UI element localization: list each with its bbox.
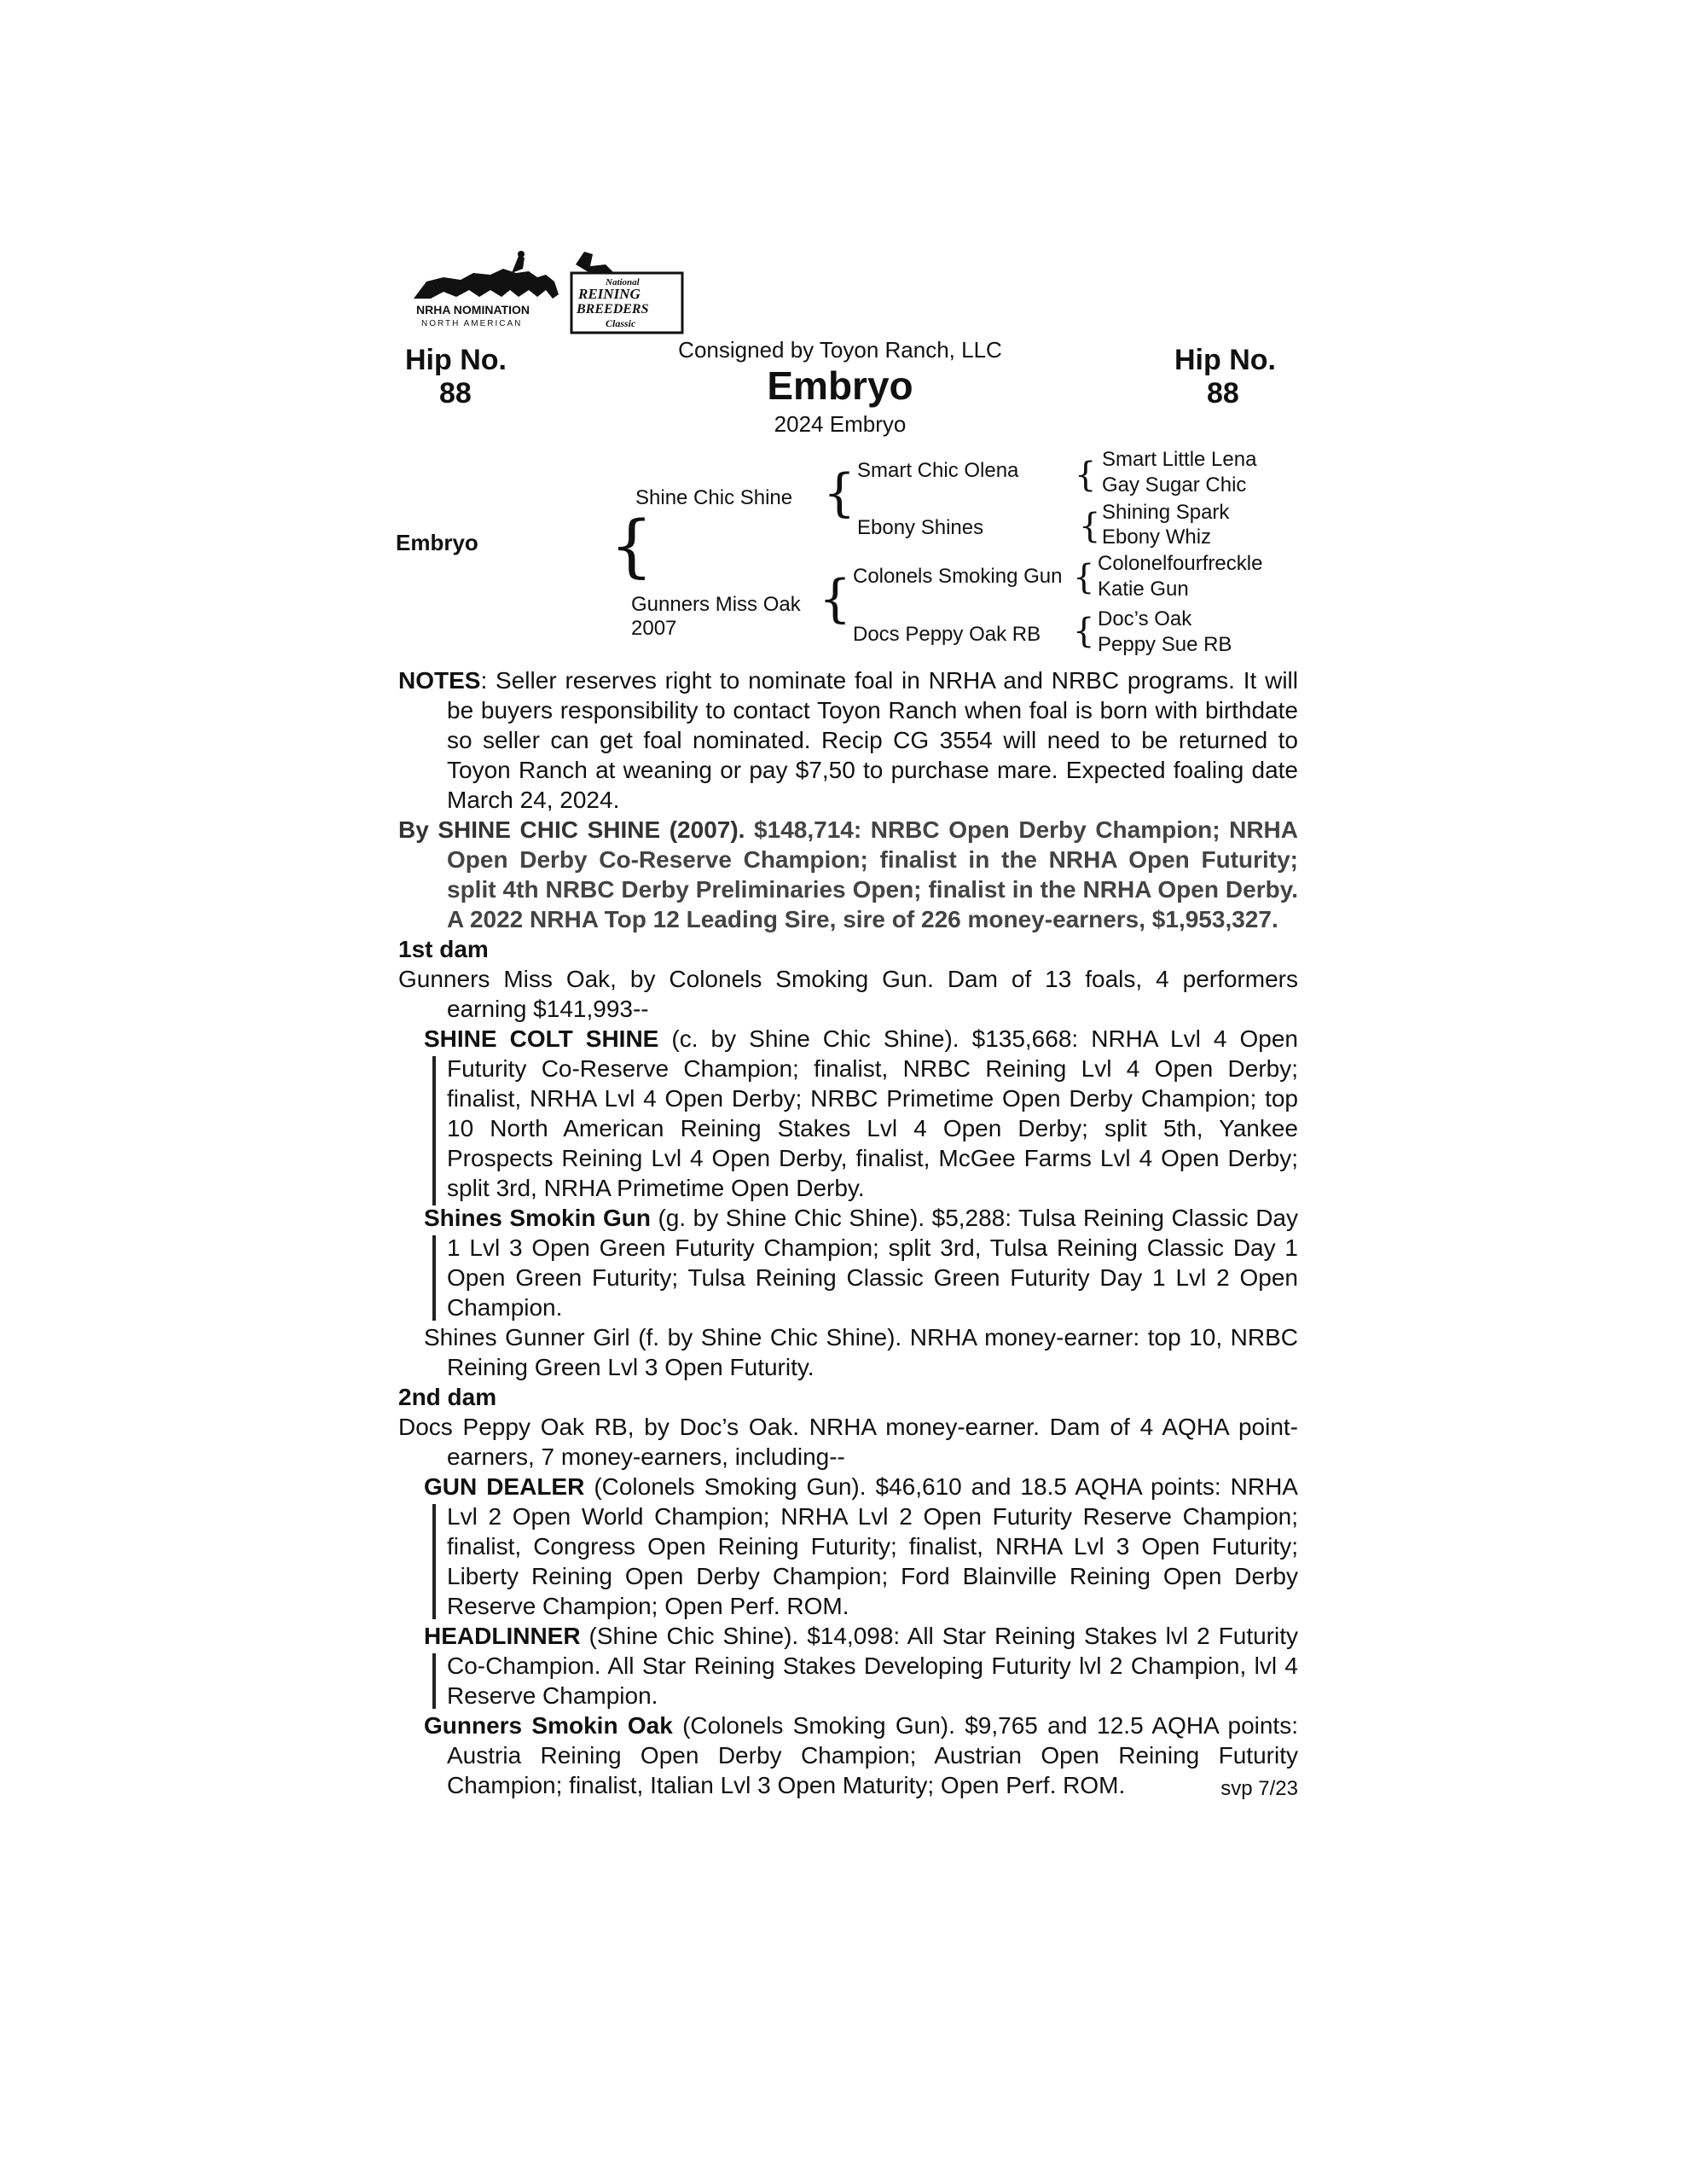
first-dam-heading: 1st dam bbox=[398, 936, 489, 962]
pedigree-dss: Colonelfourfreckle bbox=[1098, 552, 1263, 575]
hip-label-right: Hip No. bbox=[1174, 344, 1276, 376]
pedigree-dsd: Katie Gun bbox=[1098, 578, 1189, 601]
pedigree-subject: Embryo bbox=[396, 530, 478, 555]
nrbc-logo-text-2: REINING bbox=[578, 286, 641, 302]
pedigree-dam-dam: Docs Peppy Oak RB bbox=[853, 623, 1041, 646]
pedigree-brace: { bbox=[1073, 612, 1095, 651]
produce-entry bbox=[424, 1472, 1298, 1621]
pedigree-sire: Shine Chic Shine bbox=[635, 486, 793, 509]
pedigree-dam: Gunners Miss Oak bbox=[631, 593, 801, 616]
produce-name: Gunners Smokin Oak bbox=[424, 1712, 673, 1739]
produce-record: (Colonels Smoking Gun). $46,610 and 18.5 AQHA points: NRHA Lvl 2 Open World Champion; NRHA Lvl 2 Open Futurity Reserve Champion; finalist, Congress Open Reining Futurity; finalist, NRHA Lvl 3 Open Futurity; Liberty Reining Open Derby Champion; Ford Blainville Reining Open Derby Reserve Champion; Open Perf. ROM. bbox=[447, 1473, 1298, 1619]
produce-name: Shines Smokin Gun bbox=[424, 1205, 651, 1231]
pedigree-brace: { bbox=[610, 506, 653, 585]
pedigree-dam-sire: Colonels Smoking Gun bbox=[853, 565, 1063, 588]
notes-paragraph bbox=[398, 665, 1298, 815]
entry-bar bbox=[432, 1504, 436, 1619]
catalog-body bbox=[398, 665, 1298, 1804]
hip-label-left: Hip No. bbox=[405, 344, 507, 376]
nrbc-logo-text-4: Classic bbox=[606, 317, 636, 329]
pedigree-brace: { bbox=[819, 569, 852, 629]
entry-bar bbox=[432, 1056, 436, 1205]
pedigree-brace: { bbox=[1079, 507, 1101, 546]
produce-entry bbox=[424, 1711, 1298, 1800]
produce-record: (g. by Shine Chic Shine). $5,288: Tulsa Reining Classic Day 1 Lvl 3 Open Green Futurity Champion; split 3rd, Tulsa Reining Classic Day 1 Open Green Futurity; Tulsa Reining Classic Green Futurity Day 1 Lvl 2 Open Champion. bbox=[447, 1205, 1298, 1321]
pedigree-sds: Shining Spark bbox=[1102, 501, 1230, 524]
sire-lead: By SHINE CHIC SHINE (2007). bbox=[398, 816, 755, 843]
nrbc-logo bbox=[571, 252, 682, 333]
consignor: Consigned by Toyon Ranch, LLC bbox=[678, 337, 1002, 363]
pedigree-brace: { bbox=[1075, 456, 1097, 495]
lot-title: Embryo bbox=[767, 363, 913, 408]
produce-name: GUN DEALER bbox=[424, 1473, 585, 1500]
hip-number-left: 88 bbox=[439, 377, 472, 410]
produce-entry bbox=[424, 1322, 1298, 1382]
nrha-logo-subtext: NORTH AMERICAN bbox=[421, 319, 523, 328]
sire-paragraph bbox=[398, 815, 1298, 934]
produce-entry bbox=[424, 1621, 1298, 1711]
pedigree-brace: { bbox=[1073, 558, 1095, 597]
produce-record: Shines Gunner Girl (f. by Shine Chic Shine). NRHA money-earner: top 10, NRBC Reining Green Lvl 3 Open Futurity. bbox=[424, 1324, 1298, 1380]
logos bbox=[409, 247, 691, 350]
second-dam-intro: Docs Peppy Oak RB, by Doc’s Oak. NRHA money-earner. Dam of 4 AQHA point-earners, 7 money-earners, including-- bbox=[398, 1414, 1298, 1470]
pedigree-sss: Smart Little Lena bbox=[1102, 448, 1257, 471]
nrha-logo-text: NRHA NOMINATION bbox=[416, 303, 530, 317]
produce-entry bbox=[424, 1024, 1298, 1203]
produce-name: SHINE COLT SHINE bbox=[424, 1025, 659, 1052]
pedigree-dds: Doc’s Oak bbox=[1098, 607, 1192, 630]
pedigree-ddd: Peppy Sue RB bbox=[1098, 633, 1232, 656]
produce-record: (Colonels Smoking Gun). $9,765 and 12.5 AQHA points: Austria Reining Open Derby Champion; Austrian Open Reining Futurity Champion; finalist, Italian Lvl 3 Open Maturity; Open Perf. ROM. bbox=[447, 1712, 1298, 1798]
pedigree-brace: { bbox=[823, 463, 856, 523]
nrbc-logo-text-3: BREEDERS bbox=[577, 302, 649, 317]
entry-bar bbox=[432, 1235, 436, 1321]
hip-number-right: 88 bbox=[1207, 377, 1239, 410]
nrha-logo bbox=[409, 247, 691, 350]
produce-record: (Shine Chic Shine). $14,098: All Star Reining Stakes lvl 2 Futurity Co-Champion. All Star Reining Stakes Developing Futurity lvl 2 Champion, lvl 4 Reserve Champion. bbox=[447, 1623, 1298, 1709]
pedigree-sdd: Ebony Whiz bbox=[1102, 526, 1212, 549]
second-dam-heading: 2nd dam bbox=[398, 1384, 497, 1410]
pedigree-ssd: Gay Sugar Chic bbox=[1102, 473, 1247, 497]
nrbc-logo-text-1: National bbox=[606, 277, 640, 288]
catalog-code: svp 7/23 bbox=[1220, 1777, 1298, 1800]
pedigree-sire-sire: Smart Chic Olena bbox=[857, 459, 1019, 482]
sire-text: $148,714: NRBC Open Derby Champion; NRHA Open Derby Co-Reserve Champion; finalist in the NRHA Open Futurity; split 4th NRBC Derby Preliminaries Open; finalist in the NRHA Open Derby. A 2022 NRHA Top 12 Leading Sire, sire of 226 money-earners, $1,953,327. bbox=[447, 816, 1298, 932]
produce-entry bbox=[424, 1203, 1298, 1322]
notes-label: NOTES bbox=[398, 667, 481, 694]
first-dam-intro: Gunners Miss Oak, by Colonels Smoking Gun. Dam of 13 foals, 4 performers earning $141,993-- bbox=[398, 966, 1298, 1022]
notes-text: : Seller reserves right to nominate foal in NRHA and NRBC programs. It will be buyers responsibility to contact Toyon Ranch when foal is born with birthdate so seller can get foal nominated. Recip CG 3554 will need to be returned to Toyon Ranch at weaning or pay $7,50 to purchase mare. Expected foaling date March 24, 2024. bbox=[447, 667, 1298, 813]
produce-name: HEADLINNER bbox=[424, 1623, 581, 1649]
entry-bar bbox=[432, 1653, 436, 1709]
pedigree-sire-dam: Ebony Shines bbox=[857, 516, 984, 539]
pedigree-dam-year: 2007 bbox=[631, 617, 677, 640]
lot-subtitle: 2024 Embryo bbox=[774, 411, 907, 437]
produce-record: (c. by Shine Chic Shine). $135,668: NRHA Lvl 4 Open Futurity Co-Reserve Champion; finalist, NRBC Reining Lvl 4 Open Derby; finalist, NRHA Lvl 4 Open Derby; NRBC Primetime Open Derby Champion; top 10 North American Reining Stakes Lvl 4 Open Derby; split 5th, Yankee Prospects Reining Lvl 4 Open Derby, finalist, McGee Farms Lvl 4 Open Derby; split 3rd, NRHA Primetime Open Derby. bbox=[447, 1025, 1298, 1201]
